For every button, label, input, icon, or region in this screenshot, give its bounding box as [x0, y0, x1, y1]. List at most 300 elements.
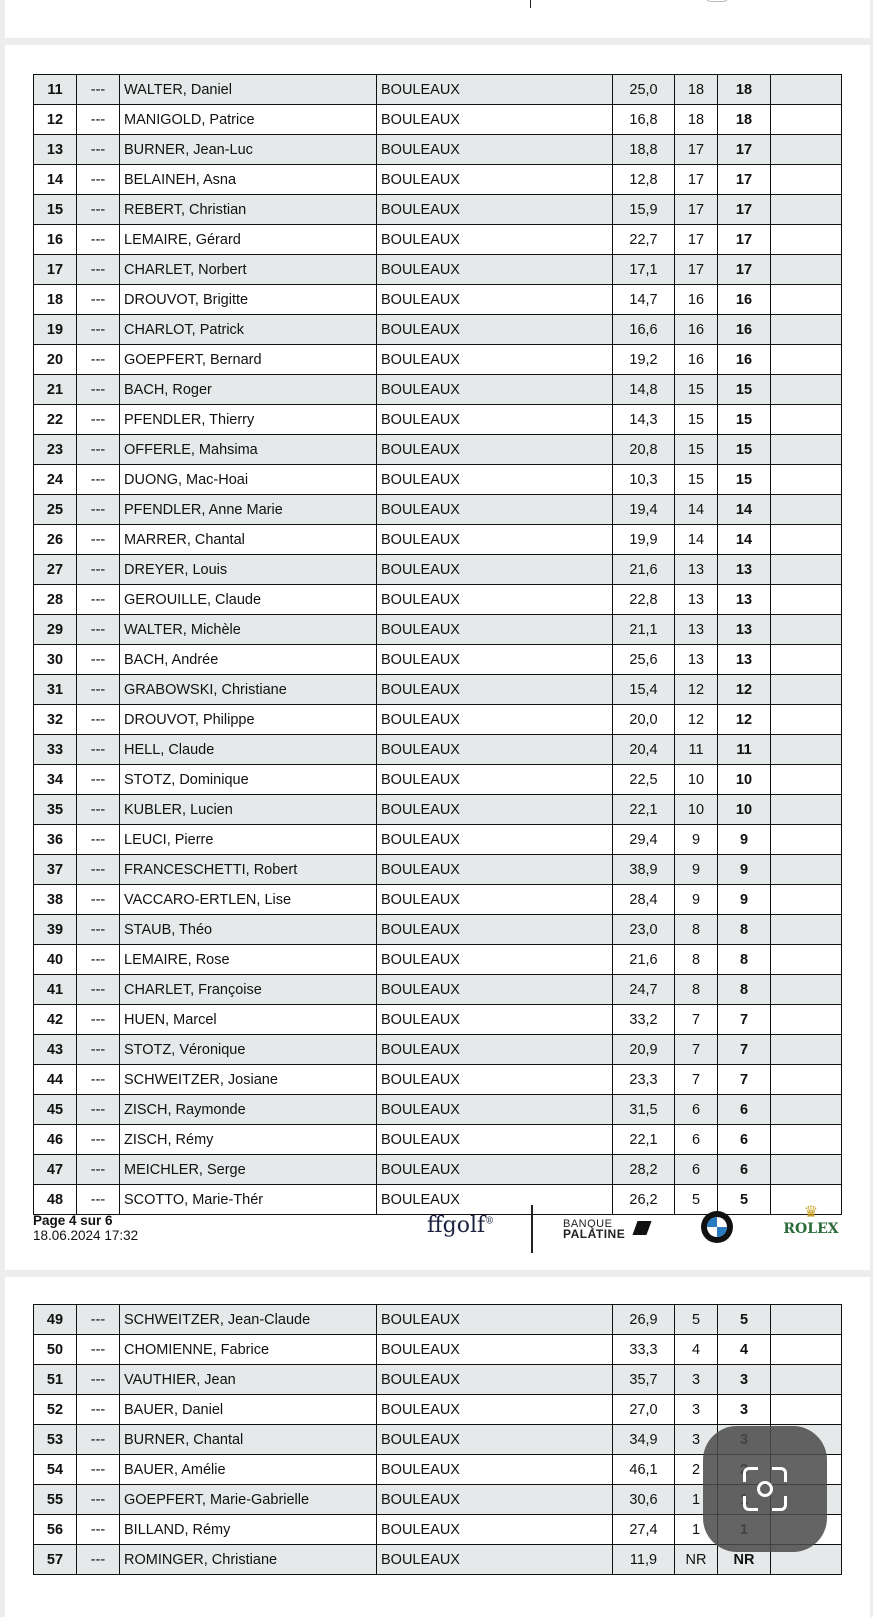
empty-cell	[771, 375, 842, 405]
status-cell: ---	[77, 1395, 120, 1425]
empty-cell	[771, 135, 842, 165]
rank-cell: 30	[34, 645, 77, 675]
empty-cell	[771, 465, 842, 495]
brut-score: 1	[675, 1485, 718, 1515]
rank-cell: 45	[34, 1095, 77, 1125]
table-row	[34, 135, 842, 165]
table-row	[34, 855, 842, 885]
rank-cell: 40	[34, 945, 77, 975]
empty-cell	[771, 1305, 842, 1335]
status-cell: ---	[77, 225, 120, 255]
handicap-index: 25,0	[613, 75, 675, 105]
net-score: NR	[718, 1545, 771, 1575]
rank-cell: 35	[34, 795, 77, 825]
player-name: PFENDLER, Thierry	[120, 405, 377, 435]
table-row	[34, 315, 842, 345]
previous-page-fragment	[5, 0, 870, 38]
club-name: BOULEAUX	[377, 735, 613, 765]
status-cell: ---	[77, 645, 120, 675]
empty-cell	[771, 885, 842, 915]
net-score: 10	[718, 795, 771, 825]
status-cell: ---	[77, 1335, 120, 1365]
player-name: DUONG, Mac-Hoai	[120, 465, 377, 495]
net-score: 16	[718, 315, 771, 345]
handicap-index: 33,2	[613, 1005, 675, 1035]
handicap-index: 10,3	[613, 465, 675, 495]
table-row	[34, 1035, 842, 1065]
club-name: BOULEAUX	[377, 105, 613, 135]
logo-fragment	[705, 0, 729, 2]
player-name: ZISCH, Raymonde	[120, 1095, 377, 1125]
brut-score: 15	[675, 465, 718, 495]
empty-cell	[771, 645, 842, 675]
status-cell: ---	[77, 855, 120, 885]
net-score: 17	[718, 165, 771, 195]
brut-score: 15	[675, 435, 718, 465]
player-name: DREYER, Louis	[120, 555, 377, 585]
club-name: BOULEAUX	[377, 795, 613, 825]
net-score: 15	[718, 465, 771, 495]
handicap-index: 26,2	[613, 1185, 675, 1215]
rank-cell: 27	[34, 555, 77, 585]
brut-score: 17	[675, 165, 718, 195]
player-name: CHARLOT, Patrick	[120, 315, 377, 345]
handicap-index: 23,3	[613, 1065, 675, 1095]
status-cell: ---	[77, 1155, 120, 1185]
status-cell: ---	[77, 975, 120, 1005]
net-score: 5	[718, 1305, 771, 1335]
brut-score: 18	[675, 105, 718, 135]
status-cell: ---	[77, 585, 120, 615]
net-score: 6	[718, 1095, 771, 1125]
status-cell: ---	[77, 375, 120, 405]
empty-cell	[771, 1125, 842, 1155]
club-name: BOULEAUX	[377, 1335, 613, 1365]
club-name: BOULEAUX	[377, 1515, 613, 1545]
rolex-logo: ♛ ROLEX	[781, 1205, 841, 1237]
table-row	[34, 1005, 842, 1035]
club-name: BOULEAUX	[377, 1545, 613, 1575]
ffgolf-logo: ffgolf®	[427, 1213, 495, 1238]
rank-cell: 53	[34, 1425, 77, 1455]
page-footer	[33, 1205, 841, 1255]
table-row	[34, 375, 842, 405]
club-name: BOULEAUX	[377, 1395, 613, 1425]
brut-score: 6	[675, 1155, 718, 1185]
status-cell: ---	[77, 915, 120, 945]
rank-cell: 20	[34, 345, 77, 375]
status-cell: ---	[77, 315, 120, 345]
empty-cell	[771, 315, 842, 345]
brut-score: 10	[675, 765, 718, 795]
net-score: 4	[718, 1335, 771, 1365]
handicap-index: 23,0	[613, 915, 675, 945]
brut-score: 17	[675, 135, 718, 165]
net-score: 8	[718, 915, 771, 945]
status-cell: ---	[77, 1065, 120, 1095]
table-row	[34, 975, 842, 1005]
player-name: REBERT, Christian	[120, 195, 377, 225]
club-name: BOULEAUX	[377, 1425, 613, 1455]
player-name: PFENDLER, Anne Marie	[120, 495, 377, 525]
brut-score: 9	[675, 855, 718, 885]
results-table	[33, 74, 842, 1215]
table-row	[34, 885, 842, 915]
net-score: 7	[718, 1035, 771, 1065]
player-name: BACH, Roger	[120, 375, 377, 405]
player-name: HELL, Claude	[120, 735, 377, 765]
banque-palatine-logo: BANQUE PALATINE	[563, 1219, 625, 1239]
rank-cell: 34	[34, 765, 77, 795]
rank-cell: 52	[34, 1395, 77, 1425]
status-cell: ---	[77, 165, 120, 195]
club-name: BOULEAUX	[377, 585, 613, 615]
brut-score: 6	[675, 1125, 718, 1155]
handicap-index: 22,5	[613, 765, 675, 795]
brut-score: 17	[675, 225, 718, 255]
handicap-index: 20,4	[613, 735, 675, 765]
table-row	[34, 1305, 842, 1335]
rank-cell: 21	[34, 375, 77, 405]
player-name: HUEN, Marcel	[120, 1005, 377, 1035]
status-cell: ---	[77, 705, 120, 735]
status-cell: ---	[77, 1455, 120, 1485]
net-score: 3	[718, 1395, 771, 1425]
handicap-index: 19,2	[613, 345, 675, 375]
status-cell: ---	[77, 255, 120, 285]
status-cell: ---	[77, 735, 120, 765]
status-cell: ---	[77, 675, 120, 705]
net-score: 7	[718, 1005, 771, 1035]
player-name: GRABOWSKI, Christiane	[120, 675, 377, 705]
player-name: STOTZ, Dominique	[120, 765, 377, 795]
brut-score: 8	[675, 915, 718, 945]
brut-score: 10	[675, 795, 718, 825]
club-name: BOULEAUX	[377, 255, 613, 285]
net-score: 17	[718, 195, 771, 225]
empty-cell	[771, 225, 842, 255]
brut-score: 9	[675, 885, 718, 915]
rank-cell: 13	[34, 135, 77, 165]
rank-cell: 38	[34, 885, 77, 915]
table-row	[34, 255, 842, 285]
club-name: BOULEAUX	[377, 525, 613, 555]
status-cell: ---	[77, 525, 120, 555]
player-name: KUBLER, Lucien	[120, 795, 377, 825]
table-row	[34, 555, 842, 585]
club-name: BOULEAUX	[377, 705, 613, 735]
brut-score: 3	[675, 1425, 718, 1455]
table-row	[34, 465, 842, 495]
empty-cell	[771, 795, 842, 825]
brut-score: 16	[675, 285, 718, 315]
club-name: BOULEAUX	[377, 465, 613, 495]
club-name: BOULEAUX	[377, 1485, 613, 1515]
handicap-index: 20,9	[613, 1035, 675, 1065]
handicap-index: 16,8	[613, 105, 675, 135]
player-name: DROUVOT, Brigitte	[120, 285, 377, 315]
player-name: BURNER, Jean-Luc	[120, 135, 377, 165]
table-row	[34, 1095, 842, 1125]
empty-cell	[771, 615, 842, 645]
table-row	[34, 765, 842, 795]
brut-score: 7	[675, 1005, 718, 1035]
brut-score: 12	[675, 675, 718, 705]
empty-cell	[771, 345, 842, 375]
status-cell: ---	[77, 615, 120, 645]
net-score: 16	[718, 285, 771, 315]
club-name: BOULEAUX	[377, 495, 613, 525]
status-cell: ---	[77, 825, 120, 855]
brut-score: 17	[675, 195, 718, 225]
handicap-index: 46,1	[613, 1455, 675, 1485]
table-row	[34, 735, 842, 765]
rank-cell: 43	[34, 1035, 77, 1065]
status-cell: ---	[77, 795, 120, 825]
player-name: SCHWEITZER, Jean-Claude	[120, 1305, 377, 1335]
status-cell: ---	[77, 765, 120, 795]
empty-cell	[771, 405, 842, 435]
rank-cell: 29	[34, 615, 77, 645]
brut-score: 12	[675, 705, 718, 735]
empty-cell	[771, 105, 842, 135]
table-row	[34, 705, 842, 735]
brut-score: 15	[675, 375, 718, 405]
table-row	[34, 1545, 842, 1575]
rank-cell: 54	[34, 1455, 77, 1485]
handicap-index: 20,8	[613, 435, 675, 465]
brut-score: 18	[675, 75, 718, 105]
empty-cell	[771, 855, 842, 885]
rank-cell: 36	[34, 825, 77, 855]
status-cell: ---	[77, 1305, 120, 1335]
rank-cell: 57	[34, 1545, 77, 1575]
rank-cell: 33	[34, 735, 77, 765]
rank-cell: 47	[34, 1155, 77, 1185]
empty-cell	[771, 675, 842, 705]
brut-score: 3	[675, 1365, 718, 1395]
empty-cell	[771, 555, 842, 585]
net-score: 9	[718, 825, 771, 855]
club-name: BOULEAUX	[377, 1125, 613, 1155]
club-name: BOULEAUX	[377, 645, 613, 675]
player-name: BELAINEH, Asna	[120, 165, 377, 195]
handicap-index: 19,4	[613, 495, 675, 525]
player-name: LEMAIRE, Gérard	[120, 225, 377, 255]
club-name: BOULEAUX	[377, 1305, 613, 1335]
net-score: 13	[718, 645, 771, 675]
rank-cell: 48	[34, 1185, 77, 1215]
handicap-index: 21,1	[613, 615, 675, 645]
rank-cell: 44	[34, 1065, 77, 1095]
brut-score: 13	[675, 615, 718, 645]
handicap-index: 24,7	[613, 975, 675, 1005]
table-row	[34, 1365, 842, 1395]
rank-cell: 16	[34, 225, 77, 255]
status-cell: ---	[77, 1425, 120, 1455]
empty-cell	[771, 1155, 842, 1185]
handicap-index: 19,9	[613, 525, 675, 555]
empty-cell	[771, 75, 842, 105]
empty-cell	[771, 1005, 842, 1035]
status-cell: ---	[77, 1095, 120, 1125]
net-score: 9	[718, 885, 771, 915]
player-name: LEMAIRE, Rose	[120, 945, 377, 975]
handicap-index: 27,0	[613, 1395, 675, 1425]
status-cell: ---	[77, 1005, 120, 1035]
player-name: MANIGOLD, Patrice	[120, 105, 377, 135]
empty-cell	[771, 1395, 842, 1425]
table-row	[34, 525, 842, 555]
handicap-index: 17,1	[613, 255, 675, 285]
player-name: GEROUILLE, Claude	[120, 585, 377, 615]
handicap-index: 35,7	[613, 1365, 675, 1395]
club-name: BOULEAUX	[377, 405, 613, 435]
club-name: BOULEAUX	[377, 675, 613, 705]
handicap-index: 22,8	[613, 585, 675, 615]
player-name: DROUVOT, Philippe	[120, 705, 377, 735]
empty-cell	[771, 735, 842, 765]
print-date: 18.06.2024 17:32	[33, 1228, 139, 1243]
rank-cell: 23	[34, 435, 77, 465]
status-cell: ---	[77, 945, 120, 975]
status-cell: ---	[77, 345, 120, 375]
net-score: 6	[718, 1125, 771, 1155]
net-score: 12	[718, 705, 771, 735]
player-name: MEICHLER, Serge	[120, 1155, 377, 1185]
table-row	[34, 195, 842, 225]
document-page-4	[5, 45, 870, 1270]
brut-score: 8	[675, 945, 718, 975]
club-name: BOULEAUX	[377, 1455, 613, 1485]
lens-scan-button[interactable]	[703, 1426, 827, 1552]
player-name: BILLAND, Rémy	[120, 1515, 377, 1545]
table-row	[34, 285, 842, 315]
handicap-index: 30,6	[613, 1485, 675, 1515]
page-number: Page 4 sur 6	[33, 1213, 113, 1228]
brut-score: 13	[675, 555, 718, 585]
handicap-index: 12,8	[613, 165, 675, 195]
rank-cell: 41	[34, 975, 77, 1005]
net-score: 16	[718, 345, 771, 375]
net-score: 13	[718, 555, 771, 585]
club-name: BOULEAUX	[377, 135, 613, 165]
handicap-index: 28,2	[613, 1155, 675, 1185]
status-cell: ---	[77, 105, 120, 135]
empty-cell	[771, 1335, 842, 1365]
rank-cell: 24	[34, 465, 77, 495]
table-row	[34, 405, 842, 435]
brut-score: 13	[675, 585, 718, 615]
empty-cell	[771, 435, 842, 465]
club-name: BOULEAUX	[377, 1095, 613, 1125]
empty-cell	[771, 1365, 842, 1395]
club-name: BOULEAUX	[377, 1035, 613, 1065]
rank-cell: 51	[34, 1365, 77, 1395]
net-score: 15	[718, 405, 771, 435]
status-cell: ---	[77, 435, 120, 465]
net-score: 11	[718, 735, 771, 765]
player-name: LEUCI, Pierre	[120, 825, 377, 855]
brut-score: 6	[675, 1095, 718, 1125]
net-score: 17	[718, 225, 771, 255]
brut-score: 13	[675, 645, 718, 675]
empty-cell	[771, 945, 842, 975]
empty-cell	[771, 915, 842, 945]
player-name: STOTZ, Véronique	[120, 1035, 377, 1065]
net-score: 9	[718, 855, 771, 885]
rank-cell: 32	[34, 705, 77, 735]
brut-score: 14	[675, 495, 718, 525]
club-name: BOULEAUX	[377, 1365, 613, 1395]
rank-cell: 17	[34, 255, 77, 285]
empty-cell	[771, 195, 842, 225]
rank-cell: 18	[34, 285, 77, 315]
empty-cell	[771, 495, 842, 525]
table-row	[34, 165, 842, 195]
net-score: 3	[718, 1365, 771, 1395]
brut-score: 14	[675, 525, 718, 555]
player-name: VACCARO-ERTLEN, Lise	[120, 885, 377, 915]
table-row	[34, 1155, 842, 1185]
table-row	[34, 585, 842, 615]
club-name: BOULEAUX	[377, 345, 613, 375]
handicap-index: 14,8	[613, 375, 675, 405]
player-name: ZISCH, Rémy	[120, 1125, 377, 1155]
brut-score: 5	[675, 1185, 718, 1215]
empty-cell	[771, 585, 842, 615]
empty-cell	[771, 975, 842, 1005]
handicap-index: 15,9	[613, 195, 675, 225]
brut-score: 5	[675, 1305, 718, 1335]
club-name: BOULEAUX	[377, 885, 613, 915]
table-row	[34, 345, 842, 375]
club-name: BOULEAUX	[377, 945, 613, 975]
status-cell: ---	[77, 1365, 120, 1395]
handicap-index: 21,6	[613, 945, 675, 975]
crown-icon: ♛	[803, 1204, 819, 1221]
player-name: SCHWEITZER, Josiane	[120, 1065, 377, 1095]
table-row	[34, 795, 842, 825]
handicap-index: 25,6	[613, 645, 675, 675]
net-score: 14	[718, 495, 771, 525]
handicap-index: 31,5	[613, 1095, 675, 1125]
brut-score: 17	[675, 255, 718, 285]
net-score: 5	[718, 1185, 771, 1215]
club-name: BOULEAUX	[377, 915, 613, 945]
handicap-index: 26,9	[613, 1305, 675, 1335]
club-name: BOULEAUX	[377, 855, 613, 885]
handicap-index: 16,6	[613, 315, 675, 345]
empty-cell	[771, 825, 842, 855]
rank-cell: 39	[34, 915, 77, 945]
club-name: BOULEAUX	[377, 375, 613, 405]
rank-cell: 46	[34, 1125, 77, 1155]
handicap-index: 20,0	[613, 705, 675, 735]
brut-score: 2	[675, 1455, 718, 1485]
handicap-index: 33,3	[613, 1335, 675, 1365]
table-row	[34, 1125, 842, 1155]
status-cell: ---	[77, 555, 120, 585]
brut-score: 16	[675, 345, 718, 375]
rank-cell: 12	[34, 105, 77, 135]
rank-cell: 55	[34, 1485, 77, 1515]
player-name: WALTER, Michèle	[120, 615, 377, 645]
net-score: 8	[718, 975, 771, 1005]
rank-cell: 25	[34, 495, 77, 525]
player-name: OFFERLE, Mahsima	[120, 435, 377, 465]
table-row	[34, 675, 842, 705]
